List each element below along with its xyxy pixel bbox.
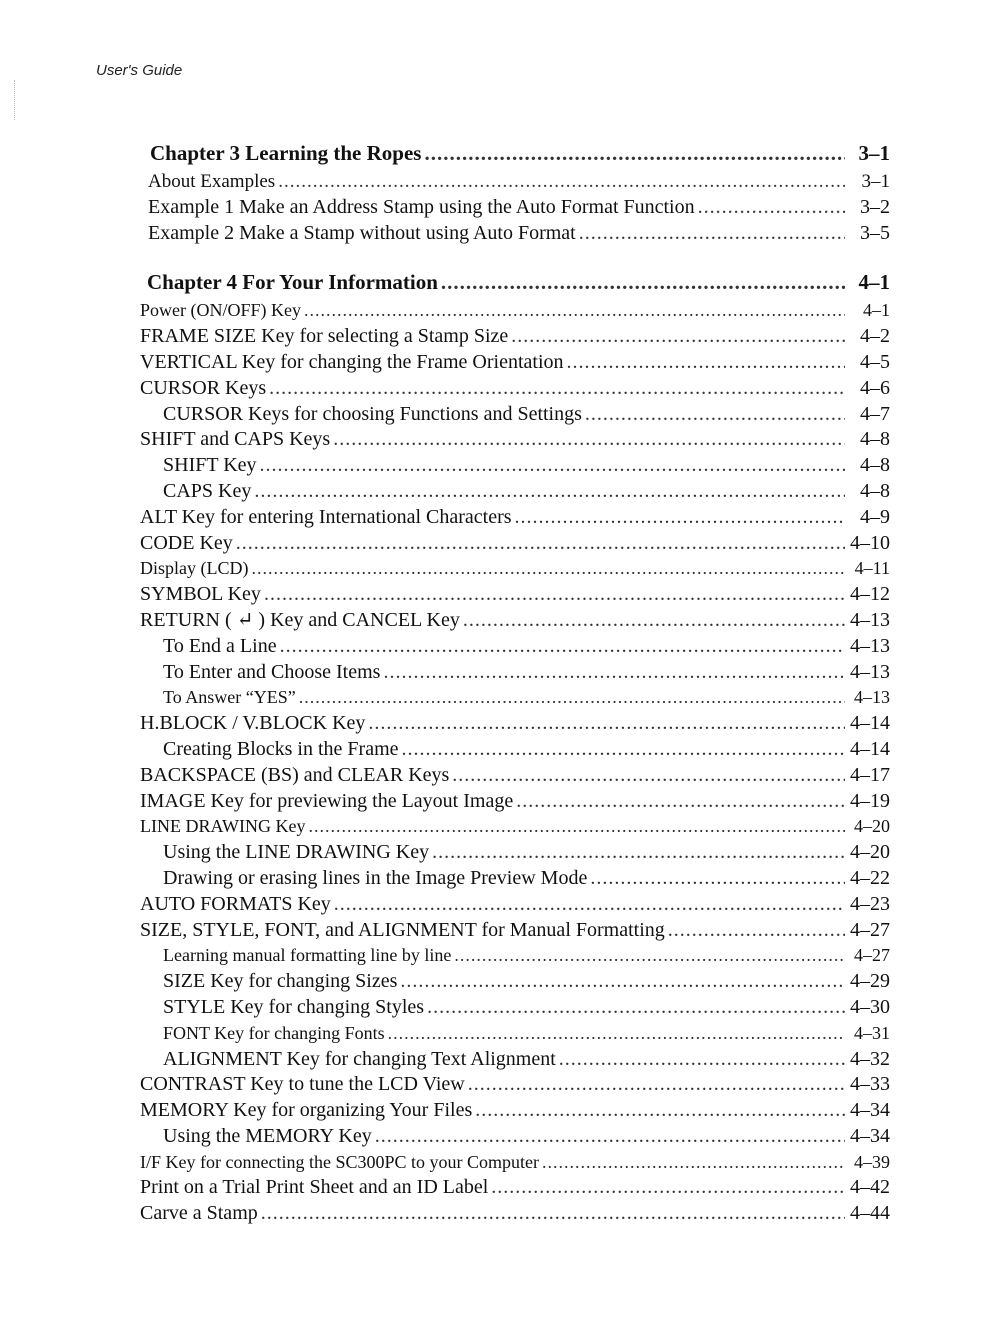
dot-leader [452, 763, 845, 789]
running-header: User's Guide [96, 62, 183, 79]
toc-subentry[interactable] [140, 1021, 890, 1047]
toc-entry[interactable] [140, 169, 890, 195]
dot-leader [236, 531, 845, 557]
entry-label: AUTO FORMATS Key [140, 892, 331, 915]
entry-label: IMAGE Key for previewing the Layout Image [140, 789, 514, 812]
page-number: 4–19 [850, 789, 890, 812]
toc-subentry[interactable] [140, 402, 890, 428]
dot-leader [468, 1072, 845, 1098]
dot-leader [254, 479, 845, 505]
toc-subentry[interactable] [140, 943, 890, 969]
toc-entry[interactable] [140, 1201, 890, 1227]
dot-leader [278, 169, 845, 195]
dot-leader [424, 137, 845, 169]
entry-label: FONT Key for changing Fonts [163, 1022, 385, 1043]
dot-leader [516, 789, 845, 815]
entry-label: CURSOR Keys [140, 376, 267, 399]
toc-entry[interactable] [140, 892, 890, 918]
table-of-contents [140, 137, 890, 1227]
toc-entry[interactable] [140, 376, 890, 402]
toc-entry[interactable] [140, 1150, 890, 1176]
toc-entry[interactable] [140, 298, 890, 324]
toc-entry[interactable] [140, 531, 890, 557]
toc-entry[interactable] [140, 918, 890, 944]
dot-leader [375, 1124, 845, 1150]
page-number: 4–8 [860, 479, 890, 502]
entry-label: Print on a Trial Print Sheet and an ID Label [140, 1176, 489, 1199]
toc-entry[interactable] [140, 1175, 890, 1201]
toc-entry[interactable] [140, 427, 890, 453]
entry-label: To Answer “YES” [163, 687, 296, 708]
dot-leader [304, 298, 845, 324]
toc-subentry[interactable] [140, 840, 890, 866]
chapter-3-entries [140, 169, 890, 246]
page-number: 4–27 [854, 945, 890, 966]
page-number: 3–2 [860, 195, 890, 218]
page-number: 4–13 [854, 687, 890, 708]
page-number: 4–32 [850, 1047, 890, 1070]
page-number: 4–1 [858, 270, 890, 295]
dot-leader [511, 324, 845, 350]
page-number: 4–2 [860, 325, 890, 348]
page-number: 4–10 [850, 531, 890, 554]
page-number: 4–1 [863, 300, 890, 321]
dot-leader [432, 840, 845, 866]
entry-label: H.BLOCK / V.BLOCK Key [140, 712, 366, 735]
entry-label: ALIGNMENT Key for changing Text Alignment [163, 1047, 556, 1070]
entry-label: Carve a Stamp [140, 1202, 258, 1225]
toc-entry[interactable] [140, 763, 890, 789]
toc-entry[interactable] [140, 505, 890, 531]
entry-label: SIZE Key for changing Sizes [163, 970, 398, 993]
dot-leader [402, 737, 845, 763]
entry-label: MEMORY Key for organizing Your Files [140, 1099, 473, 1122]
entry-label: SYMBOL Key [140, 583, 261, 606]
page-number: 3–1 [861, 171, 890, 192]
toc-subentry[interactable] [140, 453, 890, 479]
chapter-4-heading[interactable] [147, 266, 890, 298]
dot-leader [579, 221, 845, 247]
page-number: 4–33 [850, 1073, 890, 1096]
chapter-title: Chapter 3 Learning the Ropes [150, 141, 422, 165]
page-number: 4–12 [850, 583, 890, 606]
page-number: 4–17 [850, 763, 890, 786]
entry-label: SIZE, STYLE, FONT, and ALIGNMENT for Manual Formatting [140, 918, 665, 941]
toc-subentry[interactable] [140, 685, 890, 711]
page-number: 4–34 [850, 1124, 890, 1147]
entry-label: RETURN ( ↵ ) Key and CANCEL Key [140, 608, 460, 631]
toc-subentry[interactable] [140, 1124, 890, 1150]
dot-leader [388, 1021, 845, 1047]
page-number: 4–8 [860, 454, 890, 477]
entry-label: Using the MEMORY Key [163, 1124, 372, 1147]
dot-leader [383, 660, 845, 686]
entry-label: ALT Key for entering International Characters [140, 505, 512, 528]
entry-label: To End a Line [163, 634, 277, 657]
dot-leader [261, 1201, 845, 1227]
page-number: 4–13 [850, 634, 890, 657]
dot-leader [542, 1150, 845, 1176]
toc-entry[interactable] [140, 195, 890, 221]
page-number: 4–22 [850, 866, 890, 889]
toc-subentry[interactable] [140, 634, 890, 660]
page-number: 4–6 [860, 376, 890, 399]
page-number: 4–20 [850, 841, 890, 864]
entry-label: Learning manual formatting line by line [163, 945, 452, 966]
page-number: 4–20 [854, 816, 890, 837]
page-number: 4–14 [850, 712, 890, 735]
page-number: 4–34 [850, 1099, 890, 1122]
entry-label: Drawing or erasing lines in the Image Preview Mode [163, 866, 588, 889]
toc-entry[interactable] [140, 608, 890, 634]
dot-leader [251, 556, 845, 582]
entry-label: CONTRAST Key to tune the LCD View [140, 1073, 465, 1096]
entry-label: Power (ON/OFF) Key [140, 300, 301, 321]
entry-label: VERTICAL Key for changing the Frame Orientation [140, 350, 564, 373]
page-number: 4–5 [860, 350, 890, 373]
entry-label: FRAME SIZE Key for selecting a Stamp Size [140, 325, 509, 348]
dot-leader [299, 685, 845, 711]
toc-subentry[interactable] [140, 969, 890, 995]
entry-label: Display (LCD) [140, 558, 249, 579]
dot-leader [441, 266, 845, 298]
page-number: 4–23 [850, 892, 890, 915]
dot-leader [333, 427, 845, 453]
chapter-title: Chapter 4 For Your Information [147, 270, 438, 295]
entry-label: Example 1 Make an Address Stamp using the Auto Format Function [148, 195, 695, 218]
entry-label: BACKSPACE (BS) and CLEAR Keys [140, 763, 450, 786]
chapter-3-heading[interactable] [150, 137, 890, 169]
toc-subentry[interactable] [140, 995, 890, 1021]
toc-entry[interactable] [140, 1098, 890, 1124]
page-number: 4–13 [850, 608, 890, 631]
entry-label: To Enter and Choose Items [163, 660, 381, 683]
page-number: 4–27 [850, 918, 890, 941]
dot-leader [264, 582, 845, 608]
toc-entry[interactable] [140, 350, 890, 376]
dot-leader [515, 505, 845, 531]
entry-label: STYLE Key for changing Styles [163, 995, 425, 1018]
page-number: 4–42 [850, 1176, 890, 1199]
dot-leader [698, 195, 845, 221]
page-number: 4–9 [860, 505, 890, 528]
dot-leader [454, 943, 845, 969]
dot-leader [559, 1047, 845, 1073]
page-number: 4–30 [850, 995, 890, 1018]
entry-label: LINE DRAWING Key [140, 816, 306, 837]
entry-label: CURSOR Keys for choosing Functions and Settings [163, 402, 582, 425]
toc-entry[interactable] [140, 582, 890, 608]
page-number: 4–13 [850, 660, 890, 683]
chapter-4-entries [140, 298, 890, 1227]
toc-entry[interactable] [140, 1072, 890, 1098]
dot-leader [463, 608, 845, 634]
page-number: 3–1 [858, 141, 890, 165]
toc-entry[interactable] [140, 711, 890, 737]
page-number: 4–31 [854, 1022, 890, 1043]
entry-label: Creating Blocks in the Frame [163, 737, 399, 760]
entry-label: I/F Key for connecting the SC300PC to your Computer [140, 1151, 539, 1172]
toc-entry[interactable] [140, 324, 890, 350]
page-number: 4–7 [860, 402, 890, 425]
entry-label: SHIFT and CAPS Keys [140, 428, 331, 451]
dot-leader [590, 866, 845, 892]
dot-leader [309, 814, 845, 840]
entry-label: CODE Key [140, 531, 233, 554]
entry-label: CAPS Key [163, 479, 252, 502]
scan-edge-mark [14, 80, 17, 120]
toc-subentry[interactable] [140, 1047, 890, 1073]
dot-leader [260, 453, 845, 479]
page-number: 4–39 [854, 1151, 890, 1172]
dot-leader [475, 1098, 845, 1124]
toc-entry[interactable] [140, 814, 890, 840]
entry-label: Example 2 Make a Stamp without using Auto Format [148, 221, 576, 244]
dot-leader [585, 402, 845, 428]
page-number: 3–5 [860, 221, 890, 244]
entry-label: Using the LINE DRAWING Key [163, 841, 430, 864]
toc-subentry[interactable] [140, 479, 890, 505]
entry-label: SHIFT Key [163, 454, 257, 477]
dot-leader [668, 918, 845, 944]
entry-label: About Examples [148, 171, 276, 192]
page-number: 4–8 [860, 428, 890, 451]
toc-subentry[interactable] [140, 866, 890, 892]
dot-leader [491, 1175, 845, 1201]
dot-leader [567, 350, 846, 376]
toc-subentry[interactable] [140, 737, 890, 763]
page-number: 4–29 [850, 970, 890, 993]
dot-leader [280, 634, 845, 660]
toc-entry[interactable] [140, 789, 890, 815]
page-number: 4–44 [850, 1202, 890, 1225]
dot-leader [368, 711, 845, 737]
page-number: 4–14 [850, 737, 890, 760]
toc-subentry[interactable] [140, 660, 890, 686]
toc-entry[interactable] [140, 221, 890, 247]
dot-leader [334, 892, 845, 918]
dot-leader [269, 376, 845, 402]
dot-leader [427, 995, 845, 1021]
page-number: 4–11 [854, 558, 890, 579]
dot-leader [400, 969, 845, 995]
toc-entry[interactable] [140, 556, 890, 582]
